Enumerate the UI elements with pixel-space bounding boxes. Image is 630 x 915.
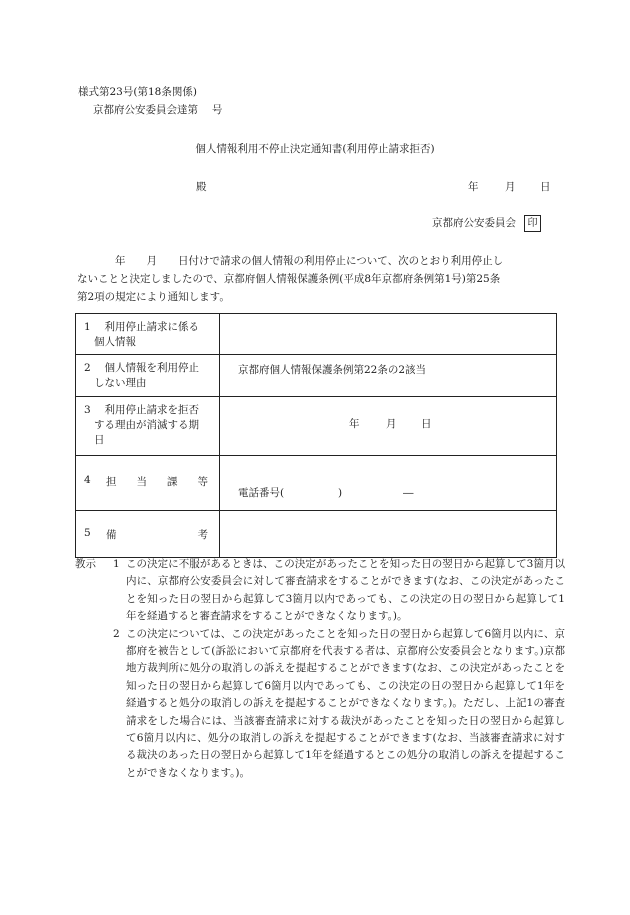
row-label-line: 個人情報 — [94, 336, 136, 348]
expiry-day: 日 — [421, 418, 432, 430]
row-value-text: 京都府個人情報保護条例第22条の2該当 — [238, 364, 427, 376]
row-value — [220, 511, 557, 558]
expiry-month: 月 — [386, 418, 397, 430]
instruction-text: この決定については、この決定があったことを知った日の翌日から起算して6箇月以内に、京都府を被告として(訴訟において京都府を代表する者は、京都府公安委員会となります。)京都地方裁判所に処分の取消しの訴えを提起することができます(なお、この決定があったことを知った日の翌日から起算して6箇月以内であっても、この決定の日の翌日から起算して1年を経過すると処分の取消しの訴えを提起することができなくなります。)。ただし、上記1の審査請求をした場合には、当該審査請求に対する裁決があったことを知った日の翌日から起算して6箇月以内に、処分の取消しの訴えを提起することができます(なお、当該審査請求に対する裁決のあった日の翌日から起算して1年を経過するとこの処分の取消しの訴えを提起することができなくなります。)。 — [126, 627, 565, 779]
table-row — [76, 397, 557, 456]
instructions-heading: 教示 — [75, 558, 96, 570]
row-label — [76, 314, 220, 355]
table-row — [76, 511, 557, 558]
notice-table — [75, 313, 557, 558]
expiry-year: 年 — [349, 418, 360, 430]
row-label-char: 担 — [106, 476, 117, 488]
issuer-name: 京都府公安委員会 — [432, 217, 516, 229]
phone-dash: ― — [403, 487, 414, 499]
row-number: 4 — [84, 474, 91, 486]
instruction-text: この決定に不服があるときは、この決定があったことを知った日の翌日から起算して3箇月以内に、京都府公安委員会に対して審査請求をすることができます(なお、この決定があったことを知った日の翌日から起算して3箇月以内であっても、この決定の日の翌日から起算して1年を経過すると審査請求をすることができなくなります。)。 — [126, 558, 565, 623]
phone-label: 電話番号( — [238, 487, 285, 499]
document-number: 京都府公安委員会達第 号 — [93, 104, 223, 116]
row-label-line: する理由が消滅する期 — [94, 419, 199, 431]
seal-mark: 印 — [524, 215, 541, 232]
row-label-line: 日 — [94, 434, 105, 446]
addressee-suffix: 殿 — [196, 181, 207, 193]
row-value — [220, 314, 557, 355]
intro-line-3: 第2項の規定により通知します。 — [77, 291, 230, 303]
instruction-item — [75, 556, 565, 626]
row-label-line: 利用停止請求を拒否 — [104, 404, 200, 416]
row-label-char: 課 — [167, 476, 178, 488]
row-value — [220, 397, 557, 456]
page-title: 個人情報利用不停止決定通知書(利用停止請求拒否) — [195, 143, 435, 155]
instruction-number: 2 — [113, 627, 120, 640]
intro-line-1: 年 月 日付けで請求の個人情報の利用停止について、次のとおり利用停止し — [115, 255, 504, 267]
table-row — [76, 355, 557, 397]
row-label — [76, 511, 220, 558]
date-day: 日 — [540, 181, 551, 193]
row-label-char: 考 — [197, 529, 208, 541]
row-number: 5 — [84, 527, 91, 539]
row-value — [220, 456, 557, 511]
intro-line-2: ないことと決定しましたので、京都府個人情報保護条例(平成8年京都府条例第1号)第25条 — [77, 273, 501, 285]
row-label-char: 等 — [197, 476, 208, 488]
row-label-line: 個人情報を利用停止 — [104, 362, 200, 374]
row-label — [76, 456, 220, 511]
row-number: 3 — [84, 404, 91, 416]
row-label — [76, 355, 220, 397]
date-year: 年 — [468, 181, 479, 193]
row-label — [76, 397, 220, 456]
row-label-char: 当 — [136, 476, 147, 488]
instruction-item — [75, 626, 565, 783]
table-row — [76, 456, 557, 511]
date-month: 月 — [505, 181, 516, 193]
row-number: 2 — [84, 362, 91, 374]
row-label-line: 利用停止請求に係る — [104, 321, 200, 333]
instructions-section — [75, 556, 565, 782]
table-row — [76, 314, 557, 355]
form-number: 様式第23号(第18条関係) — [78, 86, 197, 98]
row-value — [220, 355, 557, 397]
instruction-number: 1 — [113, 558, 120, 570]
row-label-line: しない理由 — [94, 377, 147, 389]
row-label-char: 備 — [106, 529, 117, 541]
phone-close-paren: ) — [338, 487, 343, 499]
row-number: 1 — [84, 321, 91, 333]
